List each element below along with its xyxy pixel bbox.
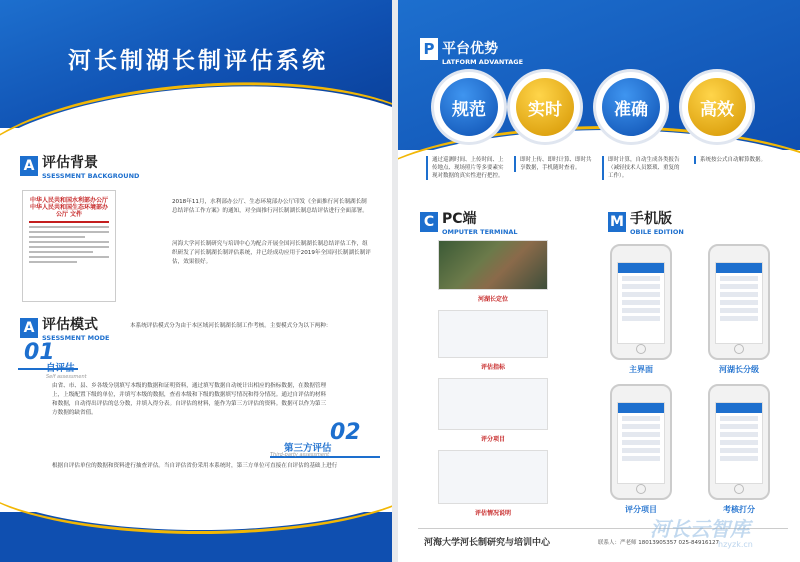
pc-screenshot-map	[438, 240, 548, 290]
mobile-caption-4: 考核打分	[723, 505, 755, 514]
footer-org: 河海大学河长制研究与培训中心	[424, 538, 551, 548]
advantage-desc-3: 即时计算，自动生成各类报告（减轻技术人员繁琐、重复的工作）。	[608, 156, 684, 180]
advantage-circle-3: 准确	[596, 72, 666, 142]
right-page	[398, 0, 800, 562]
self-assessment-en: Self assessment	[46, 374, 87, 380]
section-pc-heading: C PC端 OMPUTER TERMINAL	[420, 212, 518, 236]
step-number-01: 01	[24, 340, 55, 365]
advantage-circle-2: 实时	[510, 72, 580, 142]
watermark-url: hzyzk.cn	[718, 540, 753, 549]
phone-levels	[708, 244, 770, 360]
left-footer-banner	[0, 512, 392, 562]
self-assessment-paragraph: 由省、市、县、乡各级分别填写本级的数据和证明资料，通过填写数据自动统计出相应的指标数据，在数据管理上，上级配置下级的单位，并填写本级的数据，查看本级和下级的数据填写情况和得分情况。通过自评估的材料和数据，自动得出评估的总分数，并填入得分表。自评估的材料，能作为第三方评估的资料。数据可以作为第三方数据的缺省值。	[52, 383, 327, 416]
left-page	[0, 0, 392, 562]
page-title: 河长制湖长制评估系统	[68, 48, 328, 74]
pc-screenshot-report	[438, 450, 548, 504]
section-background-heading: A 评估背景 SSESSMENT BACKGROUND	[20, 156, 139, 180]
mobile-caption-3: 评分项目	[625, 505, 657, 514]
pc-caption-3: 评分项目	[480, 436, 505, 443]
mobile-caption-2: 河湖长分级	[719, 365, 759, 374]
phone-scoring	[708, 384, 770, 500]
pc-screenshot-index	[438, 310, 548, 358]
policy-document-image: 中华人民共和国水利部办公厅 中华人民共和国生态环境部办公厅 文件	[22, 190, 116, 302]
pc-screenshot-items	[438, 378, 548, 430]
self-assessment-title: 自评估	[46, 363, 75, 374]
section-advantage-heading: P 平台优势 LATFORM ADVANTAGE	[420, 38, 523, 66]
advantage-circle-4: 高效	[682, 72, 752, 142]
section-mobile-heading: M 手机版 OBILE EDITION	[608, 212, 684, 236]
phone-main	[610, 244, 672, 360]
phone-items	[610, 384, 672, 500]
background-paragraph-2: 河海大学河长制研究与培训中心为配合开展全国河长制湖长制总结评估工作，组织研发了河长制湖长制评估系统，并已经成功应用于2019年全国河长制湖长制评估，效果很好。	[172, 241, 371, 265]
step-number-02: 02	[330, 420, 361, 445]
advantage-desc-1: 通过巡测时间、上传时间、上传地点、现场照片等多要素实现对数据的真实性进行把控。	[432, 156, 508, 180]
footer-contact: 联系人：严老师 18013905357 025-84916127	[598, 540, 719, 546]
pc-caption-2: 评估指标	[480, 364, 505, 371]
third-party-title: 第三方评估	[284, 443, 332, 454]
mobile-caption-1: 主界面	[629, 365, 653, 374]
third-party-paragraph: 根据自评估单位的数据和资料进行抽查评估。当自评估省份采用本系统时，第三方单位可直接在自评估的基础上进行	[52, 463, 338, 469]
pc-caption-1: 河湖长定位	[477, 296, 508, 303]
pc-caption-4: 评估情况说明	[474, 510, 511, 517]
section-mode-heading: A 评估模式 SSESSMENT MODE	[20, 318, 109, 342]
mode-intro: 本系统评估模式分为由于本区域河长制湖长制工作考核。主要模式分为以下两种：	[130, 323, 332, 329]
advantage-circle-1: 规范	[434, 72, 504, 142]
third-party-en: Third-party assessment	[270, 452, 330, 458]
advantage-desc-2: 即时上传、即时计算、即时共享数据，手机随时查看。	[520, 156, 596, 172]
background-paragraph-1: 2018年11月，水利部办公厅、生态环境部办公厅印发《全面推行河长制湖长制总结评估工作方案》的通知，对全面推行河长制湖长制总结评估进行全面部署。	[172, 199, 368, 214]
advantage-desc-4: 系统按公式自动解算数据。	[700, 156, 776, 164]
watermark: 河长云智库	[650, 517, 750, 541]
